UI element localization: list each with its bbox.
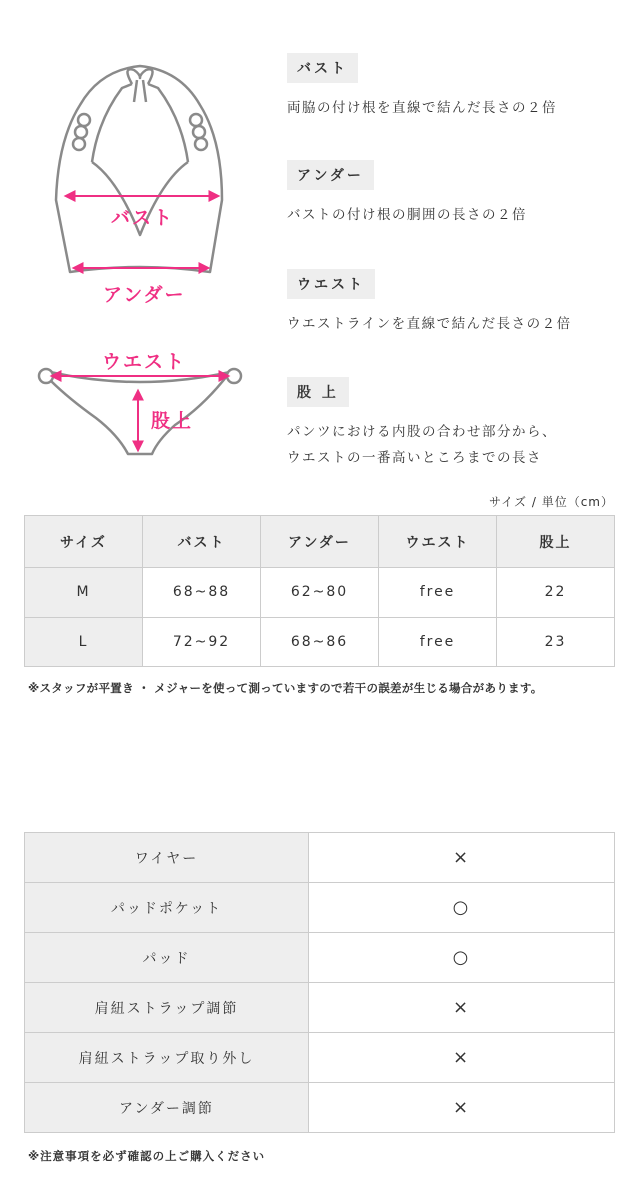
feature-value: × — [309, 833, 615, 883]
measure-bust-title: バスト — [287, 53, 358, 83]
feature-value: × — [309, 983, 615, 1033]
measure-under — [287, 160, 627, 228]
size-footnote: ※スタッフが平置き ・ メジャーを使って測っていますので若干の誤差が生じる場合があります。 — [28, 681, 543, 695]
header-bust: バスト — [143, 516, 261, 568]
bikini-illustration — [0, 0, 280, 470]
measure-bust-desc — [287, 95, 627, 121]
feature-value: × — [309, 1083, 615, 1133]
header-waist: ウエスト — [379, 516, 497, 568]
measure-rise-desc — [287, 419, 627, 471]
header-rise: 股上 — [497, 516, 615, 568]
feature-value: ○ — [309, 933, 615, 983]
under-cell: 68~86 — [261, 617, 379, 667]
feature-label: ワイヤー — [25, 833, 309, 883]
bikini-bottom-outline — [50, 372, 230, 454]
waist-cell: free — [379, 617, 497, 667]
side-rings — [73, 114, 207, 150]
unit-note: サイズ / 単位（cm） — [489, 495, 614, 509]
under-label: アンダー — [103, 284, 186, 306]
bust-label: バスト — [111, 207, 175, 229]
measure-under-desc — [287, 202, 627, 228]
table-row — [25, 983, 615, 1033]
table-row — [25, 568, 615, 618]
feature-value: × — [309, 1033, 615, 1083]
feature-label: パッド — [25, 933, 309, 983]
table-row — [25, 883, 615, 933]
measurement-diagram — [0, 0, 280, 470]
bust-cell: 68~88 — [143, 568, 261, 618]
feature-table — [24, 832, 615, 1133]
measure-bust — [287, 53, 627, 121]
bust-cell: 72~92 — [143, 617, 261, 667]
feature-label: 肩紐ストラップ取り外し — [25, 1033, 309, 1083]
waist-label: ウエスト — [102, 351, 187, 373]
header-size: サイズ — [25, 516, 143, 568]
rise-cell: 23 — [497, 617, 615, 667]
table-row — [25, 1083, 615, 1133]
feature-label: 肩紐ストラップ調節 — [25, 983, 309, 1033]
table-row — [25, 933, 615, 983]
measure-waist-desc — [287, 311, 627, 337]
table-row — [25, 833, 615, 883]
desc-line: 両脇の付け根を直線で結んだ長さの２倍 — [287, 100, 557, 116]
waist-cell: free — [379, 568, 497, 618]
feature-label: パッドポケット — [25, 883, 309, 933]
feature-value: ○ — [309, 883, 615, 933]
size-cell: M — [25, 568, 143, 618]
purchase-footnote: ※注意事項を必ず確認の上ご購入ください — [28, 1149, 266, 1163]
table-row — [25, 617, 615, 667]
size-table — [24, 515, 615, 667]
measure-waist — [287, 269, 627, 337]
table-row — [25, 1033, 615, 1083]
measure-rise-title: 股 上 — [287, 377, 349, 407]
header-under: アンダー — [261, 516, 379, 568]
feature-label: アンダー調節 — [25, 1083, 309, 1133]
size-cell: L — [25, 617, 143, 667]
desc-line: ウエストラインを直線で結んだ長さの２倍 — [287, 316, 572, 332]
measure-under-title: アンダー — [287, 160, 374, 190]
bikini-top-outline — [56, 66, 222, 272]
under-cell: 62~80 — [261, 568, 379, 618]
desc-line: バストの付け根の胴囲の長さの２倍 — [287, 207, 527, 223]
measure-rise — [287, 377, 627, 471]
size-table-header — [25, 516, 615, 568]
desc-line: ウエストの一番高いところまでの長さ — [287, 450, 542, 466]
rise-cell: 22 — [497, 568, 615, 618]
desc-line: パンツにおける内股の合わせ部分から、 — [287, 424, 557, 440]
measure-waist-title: ウエスト — [287, 269, 375, 299]
rise-label: 股上 — [151, 410, 194, 432]
